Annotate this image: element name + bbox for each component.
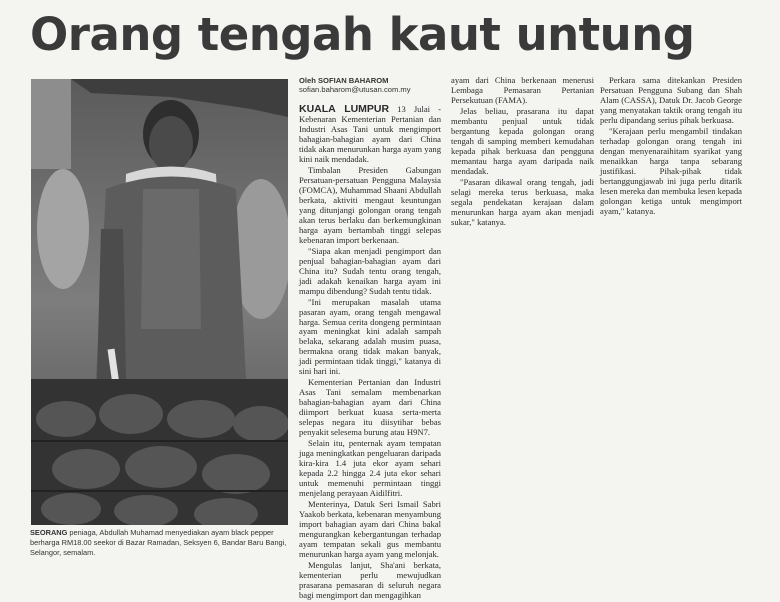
- paragraph: [299, 103, 441, 165]
- article-column-2: [451, 76, 594, 229]
- paragraph: Mengulas lanjut, Sha'ani berkata, kementerian perlu mewujudkan prasarana pemasaran di seluruh negara bagi mengimport dan mengagihkan: [299, 559, 441, 600]
- paragraph: "Ini merupakan masalah utama pasaran ayam, orang tengah mengawal harga. Semua cerita dongeng permintaan ayam meningkat kini adalah sampah belaka, sekarang adalah musim puasa, bermakna orang tidak makan banyak, jadi permintaan tidak tinggi," katanya di sini hari ini.: [299, 296, 441, 377]
- paragraph: Perkara sama ditekankan Presiden Persatuan Pengguna Subang dan Shah Alam (CASSA), Datuk Dr. Jacob George yang menyatakan taktik orang tengah itu perlu dipandang serius pihak berkuasa.: [600, 75, 742, 125]
- caption-text: peniaga, Abdullah Muhamad menyediakan ayam black pepper berharga RM18.00 seekor di Bazar Ramadan, Seksyen 6, Bandar Baru Bangi, Selangor, semalam.: [30, 528, 287, 557]
- paragraph: ayam dari China berkenaan menerusi Lembaga Pemasaran Pertanian Persekutuan (FAMA).: [451, 75, 594, 105]
- photo-caption: [30, 528, 292, 557]
- caption-lead: SEORANG: [30, 528, 68, 537]
- paragraph: Selain itu, penternak ayam tempatan juga meningkatkan pengeluaran daripada kira-kira 1.4 juta ekor ayam sehari kepada 2.2 hingga 2.4 juta ekor sehari untuk memenuhi permintaan tinggi menjelang perayaan Aidilfitri.: [299, 438, 441, 498]
- paragraph: Jelas beliau, prasarana itu dapat membantu penjual untuk tidak bergantung kepada golongan orang tengah di samping memberi kemudahan kepada pihak berkuasa dan pengguna memantau harga ayam daripada naik mendadak.: [451, 105, 594, 176]
- author-email[interactable]: sofian.baharom@utusan.com.my: [299, 85, 411, 95]
- paragraph: "Kerajaan perlu mengambil tindakan terhadap golongan orang tengah ini dengan menyenaraihitam syarikat yang menaikkan harga tanpa sebarang justifikasi. Pihak-pihak tidak bertanggungjawab ini juga perlu ditarik lesen mereka dan membuka lesen kepada golongan ketiga untuk mengimport ayam," katanya.: [600, 125, 742, 216]
- paragraph: "Siapa akan menjadi pengimport dan penjual bahagian-bahagian ayam dari China itu? Sudah tentu orang tengah, jadi adakah kenaikan harga ayam ini mampu dibendung? Sudah tentu tidak.: [299, 245, 441, 296]
- paragraph: Kementerian Pertanian dan Industri Asas Tani semalam membenarkan bahagian-bahagian ayam dari China diimport berkuat kuasa serta-merta selepas negara itu diisytihar bebas penyakit selesema burung atau H9N7.: [299, 377, 441, 438]
- paragraph: "Pasaran dikawal orang tengah, jadi selagi mereka terus berkuasa, maka segala pendekatan kerajaan dalam menurunkan harga ayam akan menjadi sukar," katanya.: [451, 176, 594, 227]
- headline: Orang tengah kaut untung: [30, 8, 695, 61]
- article-column-3: [600, 76, 742, 218]
- paragraph: Menterinya, Datuk Seri Ismail Sabri Yaakob berkata, kebenaran menyambung import bahagian ayam dari China bakal mengurangkan kebergantungan terhadap ayam tempatan sekali gus membantu menurunkan harga ayam yang melonjak.: [299, 498, 441, 559]
- paragraph: Timbalan Presiden Gabungan Persatuan-persatuan Pengguna Malaysia (FOMCA), Muhammad Shaani Abdullah berkata, aktiviti mengaut keuntungan yang ditunjangi golongan orang tengah akan terus berlaku dan berkemungkinan harga ayam bertambah tinggi selepas kebenaran import berkenaan.: [299, 164, 441, 245]
- article-column-1: [299, 76, 441, 602]
- paragraph-text: 13 Julai - Kebenaran Kementerian Pertanian dan Industri Asas Tani untuk mengimport bahagian-bahagian ayam dari China tidak akan menurunkan harga ayam yang kini naik mendadak.: [299, 103, 441, 165]
- byline: Oleh SOFIAN BAHAROM: [299, 76, 389, 85]
- news-photo: [31, 79, 288, 525]
- dateline: KUALA LUMPUR: [299, 102, 390, 115]
- photo-man-grilling-chicken: [31, 79, 288, 525]
